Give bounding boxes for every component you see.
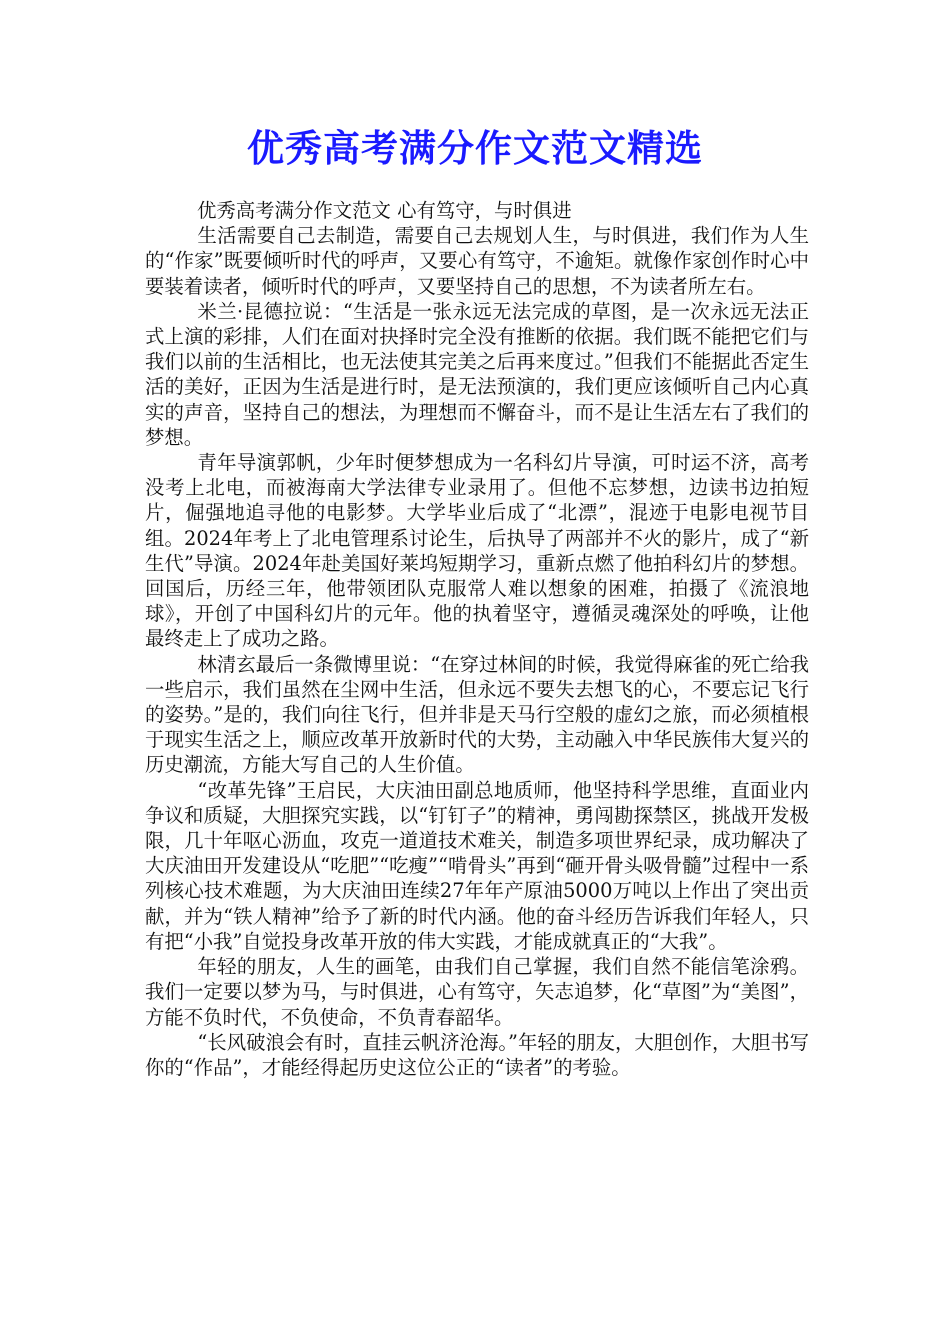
paragraph-5: “改革先锋”王启民，大庆油田副总地质师，他坚持科学思维，直面业内争议和质疑，大胆探究实践，以“钉钉子”的精神，勇闯勘探禁区，挑战开发极限，几十年呕心沥血，攻克一道道技术难关，制造多项世界纪录，成功解决了大庆油田开发建设从“吃肥”“吃瘦”“啃骨头”再到“砸开骨头吸骨髓”过程中一系列核心技术难题，为大庆油田连续27年年产原油5000万吨以上作出了突出贡献，并为“铁人精神”给予了新的时代内涵。他的奋斗经历告诉我们年轻人，只有把“小我”自觉投身改革开放的伟大实践，才能成就真正的“大我”。: [145, 778, 809, 953]
paragraph-4: 林清玄最后一条微博里说：“在穿过林间的时候，我觉得麻雀的死亡给我一些启示，我们虽然在尘网中生活，但永远不要失去想飞的心，不要忘记飞行的姿势。”是的，我们向往飞行，但并非是天马行空般的虚幻之旅，而必须植根于现实生活之上，顺应改革开放新时代的大势，主动融入中华民族伟大复兴的历史潮流，方能大写自己的人生价值。: [145, 652, 809, 777]
paragraph-6: 年轻的朋友，人生的画笔，由我们自己掌握，我们自然不能信笔涂鸦。我们一定要以梦为马，与时俱进，心有笃守，矢志追梦，化“草图”为“美图”，方能不负时代，不负使命，不负青春韶华。: [145, 955, 809, 1029]
document-title: 优秀高考满分作文范文精选: [247, 126, 703, 170]
document-body: [145, 198, 809, 1080]
paragraph-2: 米兰·昆德拉说：“生活是一张永远无法完成的草图，是一次永远无法正式上演的彩排，人们在面对抉择时完全没有推断的依据。我们既不能把它们与我们以前的生活相比，也无法使其完美之后再来度过。”但我们不能据此否定生活的美好，正因为生活是进行时，是无法预演的，我们更应该倾听自己内心真实的声音，坚持自己的想法，为理想而不懈奋斗，而不是让生活左右了我们的梦想。: [145, 299, 809, 449]
paragraph-3: 青年导演郭帆，少年时便梦想成为一名科幻片导演，可时运不济，高考没考上北电，而被海南大学法律专业录用了。但他不忘梦想，边读书边拍短片，倔强地追寻他的电影梦。大学毕业后成了“北漂”，混迹于电影电视节目组。2024年考上了北电管理系讨论生，后执导了两部并不火的影片，成了“新生代”导演。2024年赴美国好莱坞短期学习，重新点燃了他拍科幻片的梦想。回国后，历经三年，他带领团队克服常人难以想象的困难，拍摄了《流浪地球》，开创了中国科幻片的元年。他的执着坚守，遵循灵魂深处的呼唤，让他最终走上了成功之路。: [145, 451, 809, 651]
essay-subtitle: 优秀高考满分作文范文 心有笃守，与时俱进: [197, 199, 572, 222]
paragraph-7: “长风破浪会有时，直挂云帆济沧海。”年轻的朋友，大胆创作，大胆书写你的“作品”，才能经得起历史这位公正的“读者”的考验。: [145, 1030, 809, 1079]
paragraph-1: 生活需要自己去制造，需要自己去规划人生，与时俱进，我们作为人生的“作家”既要倾听时代的呼声，又要心有笃守，不逾矩。就像作家创作时心中要装着读者，倾听时代的呼声，又要坚持自己的思想，不为读者所左右。: [145, 224, 809, 298]
